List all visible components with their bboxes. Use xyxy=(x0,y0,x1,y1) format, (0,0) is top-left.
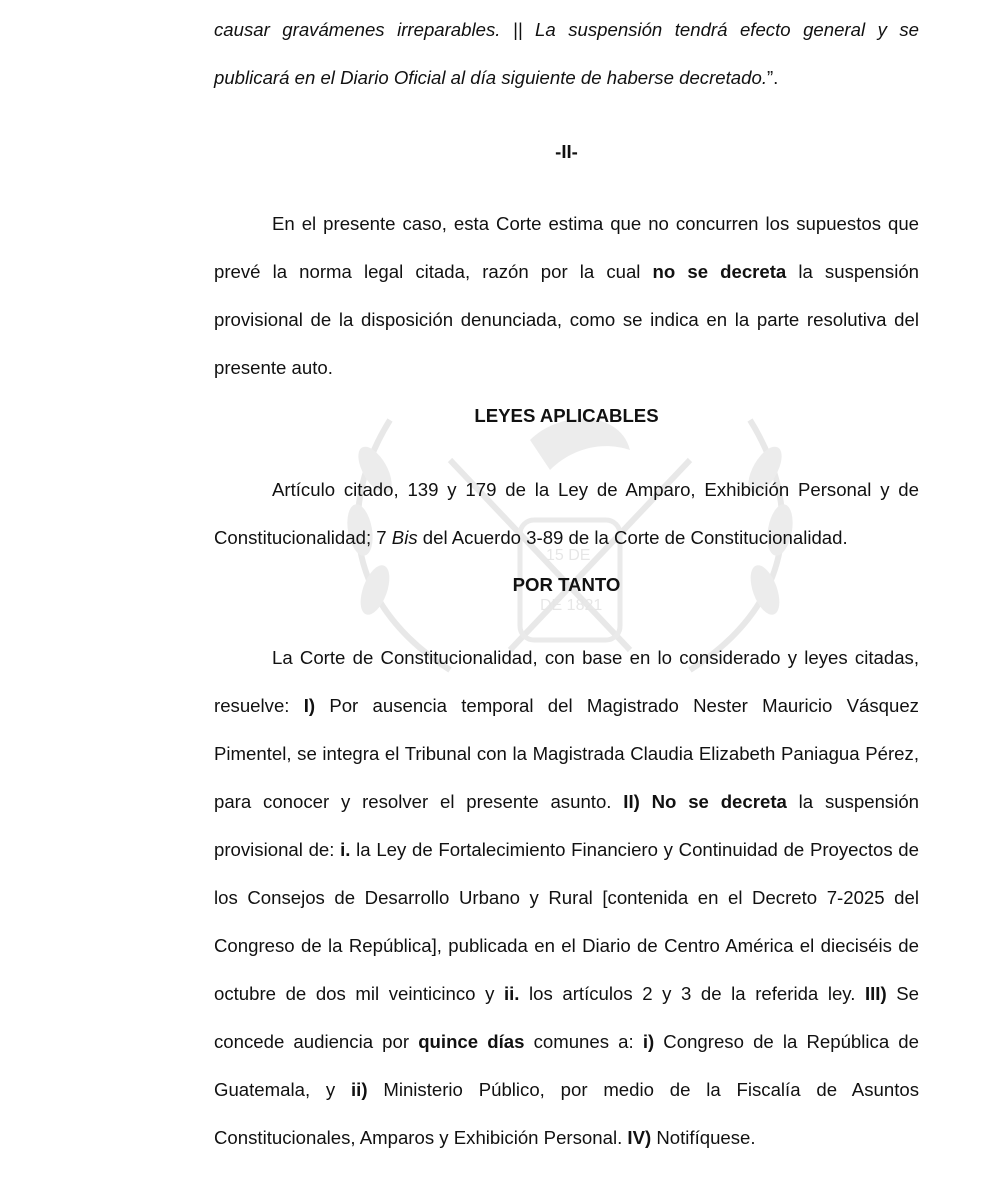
resolution-s6: Se concede audiencia por xyxy=(214,983,919,1052)
resolution-s2: Por ausencia temporal del Magistrado Nester Mauricio Vásquez Pimentel, se integra el Tribunal con la Magistrada Claudia Elizabeth Paniagua Pérez, para conocer y resolver el presente asunto. xyxy=(214,695,919,812)
resolution-s3: la suspensión provisional de: xyxy=(214,791,920,860)
resolution-s8: Congreso de la República de Guatemala, y xyxy=(214,1031,919,1100)
section-ii-label: -II- xyxy=(555,141,578,162)
resolution-b2: II) No se decreta xyxy=(623,791,787,812)
resolution-b9: IV) xyxy=(627,1127,652,1148)
leyes-text-after: del Acuerdo 3-89 de la Corte de Constitucionalidad. xyxy=(417,527,848,548)
leyes-paragraph xyxy=(214,466,919,562)
section-ii-paragraph xyxy=(214,200,919,392)
resolution-b3: i. xyxy=(340,839,351,860)
section-ii-text-after: la suspensión provisional de la disposición denunciada, como se indica en la parte resolutiva del presente auto. xyxy=(214,261,920,378)
resolution-s7: comunes a: xyxy=(524,1031,643,1052)
resolution-b5: III) xyxy=(864,983,887,1004)
resolution-s9: Ministerio Público, por medio de la Fiscalía de Asuntos Constitucionales, Amparos y Exhibición Personal. xyxy=(214,1079,919,1148)
resolution-b8: ii) xyxy=(351,1079,368,1100)
resolution-b4: ii. xyxy=(503,983,520,1004)
resolution-s10: Notifíquese. xyxy=(651,1127,756,1148)
resolution-b7: i) xyxy=(642,1031,655,1052)
intro-quote-paragraph xyxy=(214,6,919,102)
por-tanto-heading: POR TANTO xyxy=(512,574,621,595)
resolution-paragraph xyxy=(214,634,919,1162)
section-ii-bold: no se decreta xyxy=(652,261,787,282)
resolution-b6: quince días xyxy=(418,1031,525,1052)
quote-text: causar gravámenes irreparables. || La suspensión tendrá efecto general y se publicará en el Diario Oficial al día siguiente de haberse decretado. xyxy=(214,19,919,88)
resolution-b1: I) xyxy=(303,695,316,716)
resolution-s5: los artículos 2 y 3 de la referida ley. xyxy=(519,983,865,1004)
resolution-s1: La Corte de Constitucionalidad, con base en lo considerado y leyes citadas, resuelve: xyxy=(214,647,919,716)
quote-close: ”. xyxy=(766,67,779,88)
leyes-italic-bis: Bis xyxy=(391,527,418,548)
resolution-s4: la Ley de Fortalecimiento Financiero y Continuidad de Proyectos de los Consejos de Desarrollo Urbano y Rural [contenida en el Decreto 7-2025 del Congreso de la República], publicada en el Diario de Centro América el dieciséis de octubre de dos mil veinticinco y xyxy=(214,839,919,1004)
section-ii-text-before: En el presente caso, esta Corte estima que no concurren los supuestos que prevé la norma legal citada, razón por la cual xyxy=(214,213,919,282)
watermark-date-line-2: DE 1821 xyxy=(540,597,603,614)
leyes-text-before: Artículo citado, 139 y 179 de la Ley de Amparo, Exhibición Personal y de Constitucionalidad; 7 xyxy=(214,479,919,548)
watermark-date-line-1: 15 DE xyxy=(546,547,591,564)
leyes-aplicables-heading: LEYES APLICABLES xyxy=(474,405,659,426)
